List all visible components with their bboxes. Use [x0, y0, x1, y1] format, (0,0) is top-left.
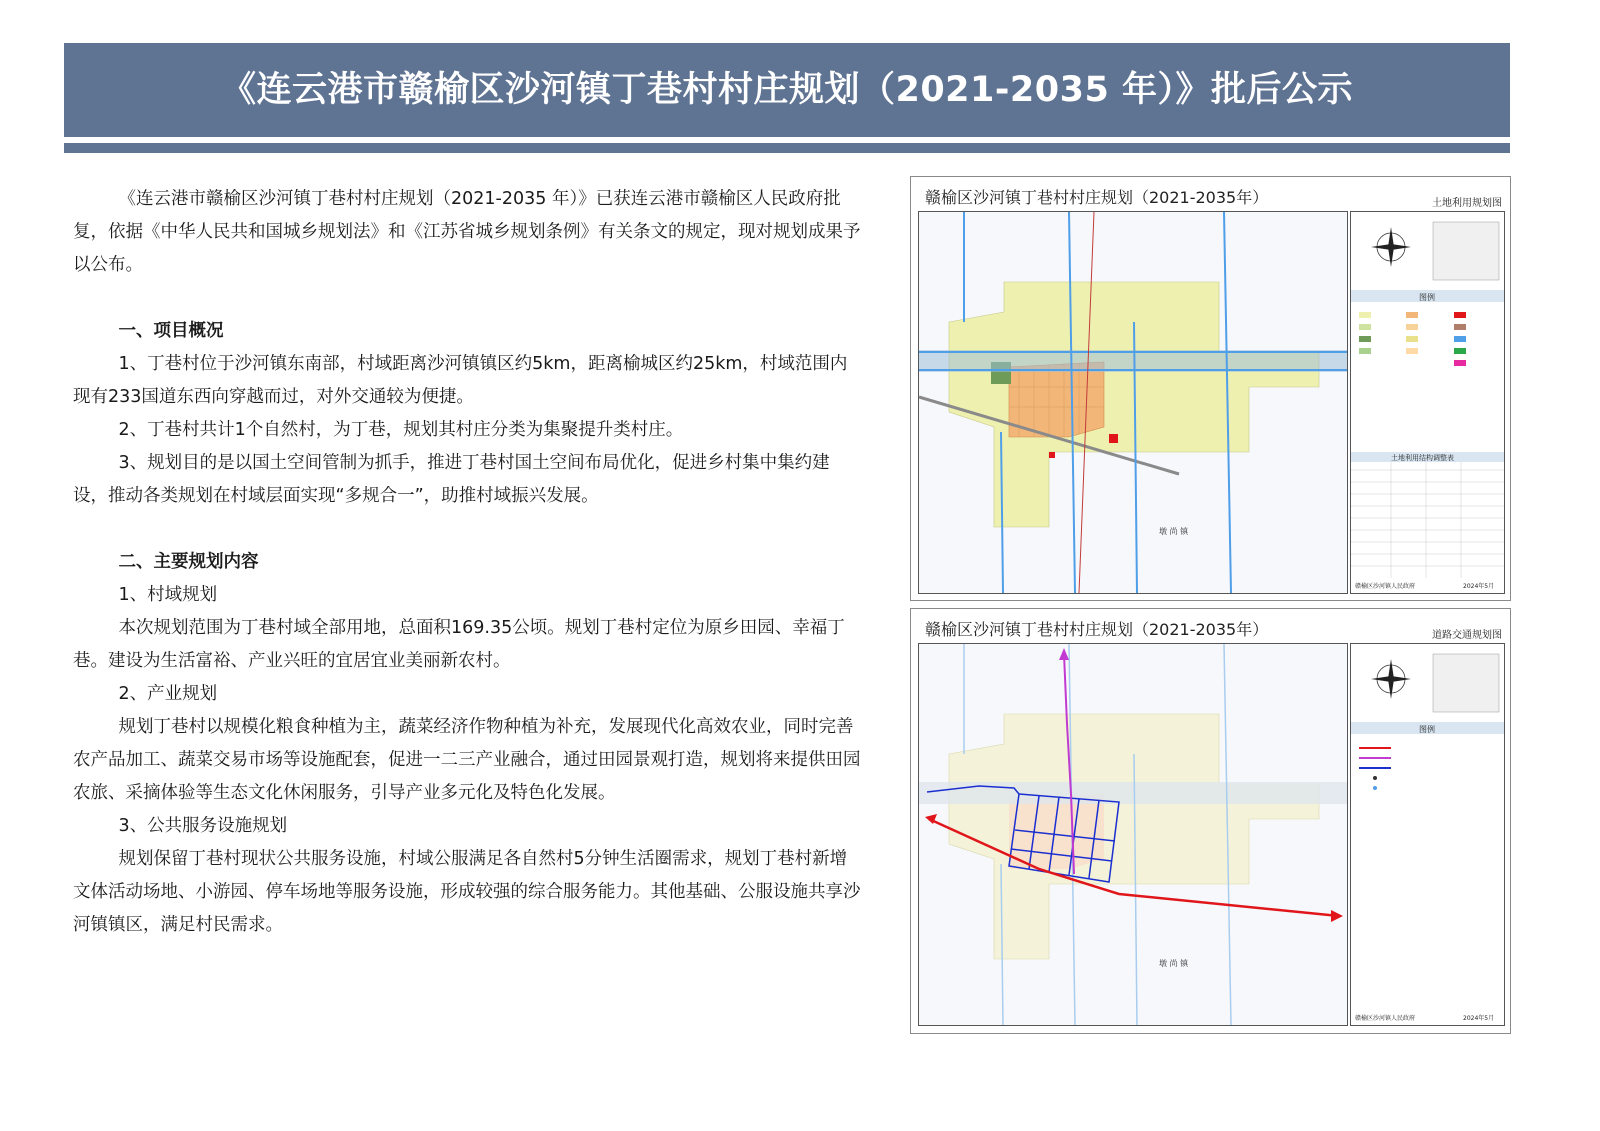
town-label: 墩 尚 镇 [1159, 959, 1189, 968]
plan-subheading-village: 1、村域规划 [118, 585, 218, 605]
land-use-legend [1350, 211, 1505, 594]
plan-paragraph-village: 本次规划范围为丁巷村域全部用地，总面积169.35公顷。规划丁巷村定位为原乡田园、幸福丁巷。建设为生活富裕、产业兴旺的宜居宜业美丽新农村。 [73, 618, 845, 671]
map-footer-left: 赣榆区沙河镇人民政府 [1355, 583, 1416, 590]
map-subtitle: 土地利用规划图 [1432, 198, 1502, 209]
map-subtitle: 道路交通规划图 [1432, 630, 1502, 641]
legend-title: 图例 [1419, 725, 1435, 734]
map-title: 赣榆区沙河镇丁巷村村庄规划（2021-2035年） [925, 620, 1269, 639]
header-rule [64, 143, 1510, 153]
plan-subheading-industry: 2、产业规划 [118, 684, 218, 704]
town-label: 墩 尚 镇 [1159, 527, 1189, 536]
section-heading-overview: 一、项目概况 [118, 321, 224, 341]
header-banner [64, 43, 1510, 137]
intro-paragraph: 《连云港市赣榆区沙河镇丁巷村村庄规划（2021-2035 年）》已获连云港市赣榆区人民政府批复，依据《中华人民共和国城乡规划法》和《江苏省城乡规划条例》有关条文的规定，现对规划成果予以公布。 [73, 189, 861, 275]
map-footer-right: 2024年5月 [1463, 583, 1495, 590]
plan-subheading-services: 3、公共服务设施规划 [118, 816, 288, 836]
land-use-map-panel [910, 176, 1511, 601]
table-title: 土地利用结构调整表 [1391, 454, 1454, 462]
page-title: 《连云港市赣榆区沙河镇丁巷村村庄规划（2021-2035 年）》批后公示 [220, 70, 1354, 110]
traffic-map-image [918, 643, 1348, 1026]
overview-item-2: 2、丁巷村共计1个自然村，为丁巷，规划其村庄分类为集聚提升类村庄。 [118, 420, 684, 440]
overview-item-1: 1、丁巷村位于沙河镇东南部，村域距离沙河镇镇区约5km，距离榆城区约25km，村域范围内现有233国道东西向穿越而过，对外交通较为便捷。 [73, 354, 848, 407]
plan-paragraph-services: 规划保留丁巷村现状公共服务设施，村域公服满足各自然村5分钟生活圈需求，规划丁巷村新增文体活动场地、小游园、停车场地等服务设施，形成较强的综合服务能力。其他基础、公服设施共享沙河镇镇区，满足村民需求。 [73, 849, 861, 935]
map-title: 赣榆区沙河镇丁巷村村庄规划（2021-2035年） [925, 188, 1269, 207]
notice-text [73, 183, 863, 942]
traffic-legend [1350, 643, 1505, 1026]
traffic-map-panel [910, 608, 1511, 1034]
legend-title: 图例 [1419, 293, 1435, 302]
land-use-map-image [918, 211, 1348, 594]
map-footer-right: 2024年5月 [1463, 1015, 1495, 1022]
section-heading-plan: 二、主要规划内容 [118, 552, 259, 572]
map-footer-left: 赣榆区沙河镇人民政府 [1355, 1015, 1416, 1022]
overview-item-3: 3、规划目的是以国土空间管制为抓手，推进丁巷村国土空间布局优化，促进乡村集中集约建设，推动各类规划在村域层面实现“多规合一”，助推村域振兴发展。 [73, 453, 830, 506]
plan-paragraph-industry: 规划丁巷村以规模化粮食种植为主，蔬菜经济作物种植为补充，发展现代化高效农业，同时完善农产品加工、蔬菜交易市场等设施配套，促进一二三产业融合，通过田园景观打造，规划将来提供田园农旅、采摘体验等生态文化休闲服务，引导产业多元化及特色化发展。 [73, 717, 861, 803]
